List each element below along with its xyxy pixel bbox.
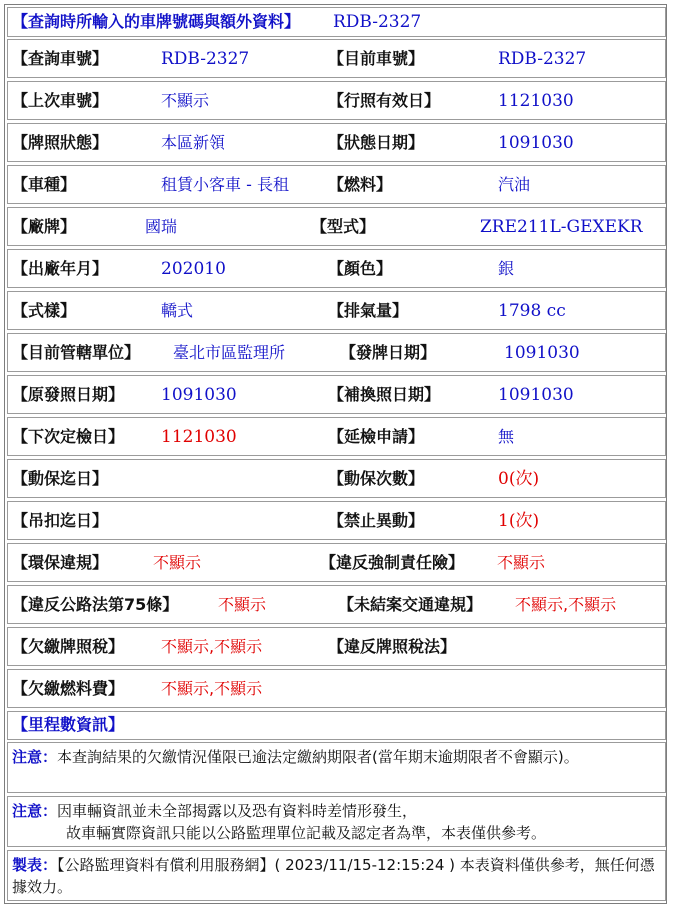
label-manufacture-date: 【出廠年月】: [12, 259, 109, 278]
note-disclosure-line2: 故車輛實際資訊只能以公路監理單位記載及認定者為準，本表僅供參考。: [66, 824, 547, 842]
label-current-plate: 【目前車號】: [328, 49, 425, 68]
row-vehicle-type: [7, 165, 666, 204]
row-body-style: [7, 291, 666, 330]
row-query-plate: [7, 39, 666, 78]
label-environmental-violation: 【環保違規】: [12, 553, 109, 572]
mileage-title: 【里程數資訊】: [12, 715, 125, 734]
label-query-plate: 【查詢車號】: [12, 49, 109, 68]
note-arrears-text: 本查詢結果的欠繳情況僅限已逾法定繳納期限者(當年期末逾期限者不會顯示)。: [57, 748, 579, 766]
value-body-style: 轎式: [161, 301, 194, 320]
row-original-license-date: [7, 375, 666, 414]
label-displacement: 【排氣量】: [328, 301, 409, 320]
label-open-traffic-violation: 【未結案交通違規】: [338, 595, 483, 614]
label-lien-end: 【動保迄日】: [12, 469, 109, 488]
row-jurisdiction: [7, 333, 666, 372]
mileage-row: [7, 711, 666, 740]
value-plate-status: 本區新領: [161, 133, 226, 152]
note-source-text: 【公路監理資料有償利用服務網】( 2023/11/15-12:15:24 ) 本表資料僅供參考，無任何憑據效力。: [12, 856, 655, 896]
label-reissue-date: 【補換照日期】: [328, 385, 441, 404]
row-lien-end: [7, 459, 666, 498]
value-jurisdiction: 臺北市區監理所: [173, 343, 286, 362]
value-brand: 國瑞: [145, 217, 178, 236]
label-color: 【顏色】: [328, 259, 393, 278]
value-next-inspection: 1121030: [161, 427, 237, 447]
label-jurisdiction: 【目前管轄單位】: [12, 343, 141, 362]
label-previous-plate: 【上次車號】: [12, 91, 109, 110]
label-lien-count: 【動保次數】: [328, 469, 425, 488]
label-inspection-extension: 【延檢申請】: [328, 427, 425, 446]
note-source-row: [7, 850, 666, 901]
label-license-valid-date: 【行照有效日】: [328, 91, 441, 110]
label-next-inspection: 【下次定檢日】: [12, 427, 125, 446]
note-source-label: 製表：: [12, 856, 58, 874]
value-color: 銀: [498, 259, 515, 278]
query-header-plate: RDB-2327: [333, 12, 422, 32]
label-model: 【型式】: [311, 217, 376, 236]
value-reissue-date: 1091030: [498, 385, 574, 405]
row-plate-status: [7, 123, 666, 162]
note-disclosure-line1: 因車輛資訊並未全部揭露以及恐有資料時差情形發生，: [57, 802, 418, 820]
value-fuel: 汽油: [498, 175, 531, 194]
note-disclosure-row: [7, 796, 666, 847]
note-arrears-label: 注意：: [12, 748, 58, 766]
value-plate-issue-date: 1091030: [504, 343, 580, 363]
label-original-license-date: 【原發照日期】: [12, 385, 125, 404]
label-highway-act-violation: 【違反公路法第75條】: [12, 595, 179, 614]
note-source: [12, 854, 661, 898]
value-insurance-violation: 不顯示: [497, 553, 546, 572]
note-arrears-row: [7, 742, 666, 793]
value-environmental-violation: 不顯示: [153, 553, 202, 572]
value-highway-act-violation: 不顯示: [218, 595, 267, 614]
value-current-plate: RDB-2327: [498, 49, 587, 69]
value-manufacture-date: 202010: [161, 259, 226, 279]
label-transfer-ban: 【禁止異動】: [328, 511, 425, 530]
label-insurance-violation: 【違反強制責任險】: [320, 553, 465, 572]
label-status-date: 【狀態日期】: [328, 133, 425, 152]
value-inspection-extension: 無: [498, 427, 515, 446]
row-highway-act-violation: [7, 585, 666, 624]
note-disclosure: [12, 800, 661, 844]
value-original-license-date: 1091030: [161, 385, 237, 405]
label-body-style: 【式樣】: [12, 301, 77, 320]
value-model: ZRE211L-GEXEKR: [480, 217, 643, 237]
value-open-traffic-violation: 不顯示,不顯示: [515, 595, 617, 614]
row-brand: [7, 207, 666, 246]
label-license-tax-violation: 【違反牌照稅法】: [328, 637, 457, 656]
value-previous-plate: 不顯示: [161, 91, 210, 110]
value-unpaid-license-tax: 不顯示,不顯示: [161, 637, 263, 656]
value-status-date: 1091030: [498, 133, 574, 153]
value-transfer-ban: 1(次): [498, 511, 540, 531]
label-plate-issue-date: 【發牌日期】: [340, 343, 437, 362]
row-unpaid-license-tax: [7, 627, 666, 666]
note-disclosure-label: 注意：: [12, 802, 58, 820]
value-displacement: 1798 cc: [498, 301, 566, 321]
row-suspension-end: [7, 501, 666, 540]
query-header-row: [7, 7, 666, 37]
value-query-plate: RDB-2327: [161, 49, 250, 69]
note-arrears: [12, 746, 661, 768]
value-license-valid-date: 1121030: [498, 91, 574, 111]
value-unpaid-fuel-fee: 不顯示,不顯示: [161, 679, 263, 698]
label-unpaid-license-tax: 【欠繳牌照稅】: [12, 637, 125, 656]
row-next-inspection: [7, 417, 666, 456]
label-vehicle-type: 【車種】: [12, 175, 77, 194]
label-brand: 【廠牌】: [12, 217, 77, 236]
row-previous-plate: [7, 81, 666, 120]
value-lien-count: 0(次): [498, 469, 540, 489]
row-manufacture-date: [7, 249, 666, 288]
row-environmental-violation: [7, 543, 666, 582]
value-vehicle-type: 租賃小客車 - 長租: [161, 175, 289, 194]
row-unpaid-fuel-fee: [7, 669, 666, 708]
query-header-title: 【查詢時所輸入的車牌號碼與額外資料】: [12, 12, 301, 31]
label-fuel: 【燃料】: [328, 175, 393, 194]
label-plate-status: 【牌照狀態】: [12, 133, 109, 152]
label-unpaid-fuel-fee: 【欠繳燃料費】: [12, 679, 125, 698]
label-suspension-end: 【吊扣迄日】: [12, 511, 109, 530]
